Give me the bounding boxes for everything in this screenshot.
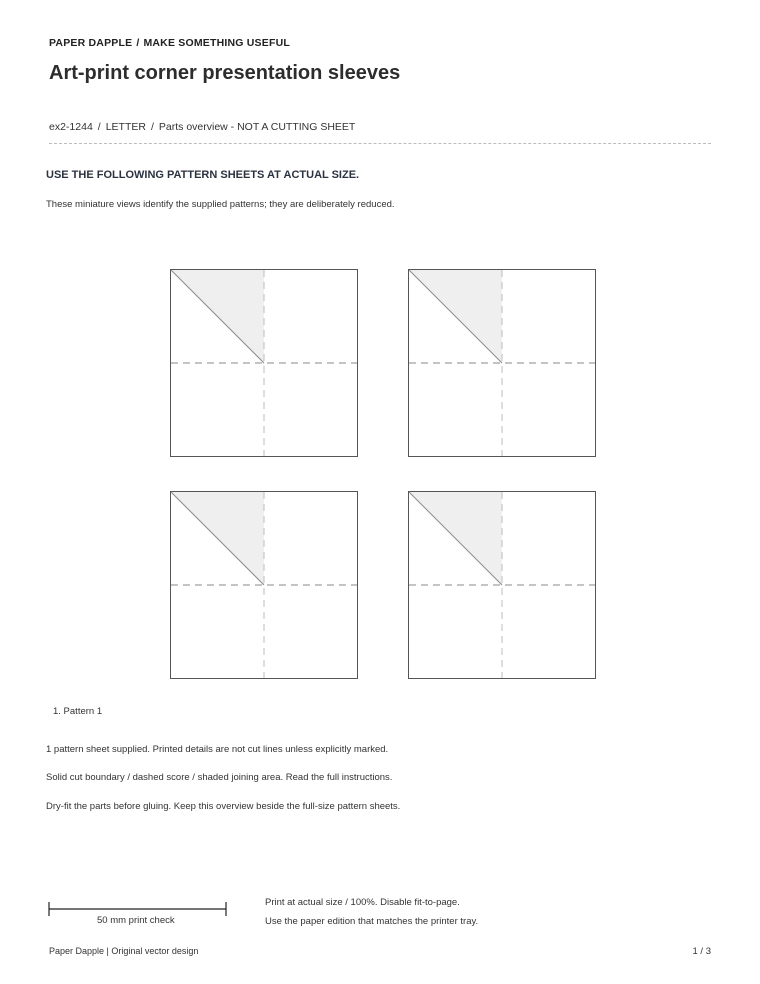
pattern-drawing (170, 269, 358, 457)
footer-credit: Paper Dapple | Original vector design (49, 946, 199, 956)
intro-text: These miniature views identify the supplied patterns; they are deliberately reduced. (46, 199, 395, 210)
pattern-drawing (408, 269, 596, 457)
brand-tagline: MAKE SOMETHING USEFUL (143, 37, 290, 49)
pattern-drawing (408, 491, 596, 679)
page-number: 1 / 3 (692, 946, 711, 957)
document-description: Parts overview - NOT A CUTTING SHEET (158, 121, 356, 133)
document-meta (49, 121, 355, 133)
pattern-thumbnail-4 (408, 491, 596, 684)
header-divider (49, 143, 711, 144)
paper-edition-note: Use the paper edition that matches the printer tray. (265, 916, 479, 927)
note-dry-fit: Dry-fit the parts before gluing. Keep this overview beside the full-size pattern sheets. (46, 801, 401, 812)
print-size-note: Print at actual size / 100%. Disable fit-to-page. (265, 897, 460, 908)
meta-separator: / (150, 121, 154, 133)
brand-separator: / (136, 37, 140, 49)
brand-name: PAPER DAPPLE (49, 37, 133, 49)
paper-size: LETTER (105, 121, 146, 133)
document-code: ex2-1244 (49, 121, 93, 133)
pattern-thumbnail-2 (408, 269, 596, 462)
section-heading: USE THE FOLLOWING PATTERN SHEETS AT ACTUAL SIZE. (46, 169, 360, 181)
page-title: Art-print corner presentation sleeves (49, 62, 401, 84)
brand-line (49, 37, 290, 49)
note-line-legend: Solid cut boundary / dashed score / shaded joining area. Read the full instructions. (46, 772, 393, 783)
scale-label: 50 mm print check (97, 915, 175, 926)
pattern-caption: 1. Pattern 1 (53, 706, 103, 717)
pattern-thumbnail-1 (170, 269, 358, 462)
note-sheets-supplied: 1 pattern sheet supplied. Printed details are not cut lines unless explicitly marked. (46, 744, 389, 755)
pattern-thumbnail-3 (170, 491, 358, 684)
pattern-drawing (170, 491, 358, 679)
meta-separator: / (97, 121, 101, 133)
